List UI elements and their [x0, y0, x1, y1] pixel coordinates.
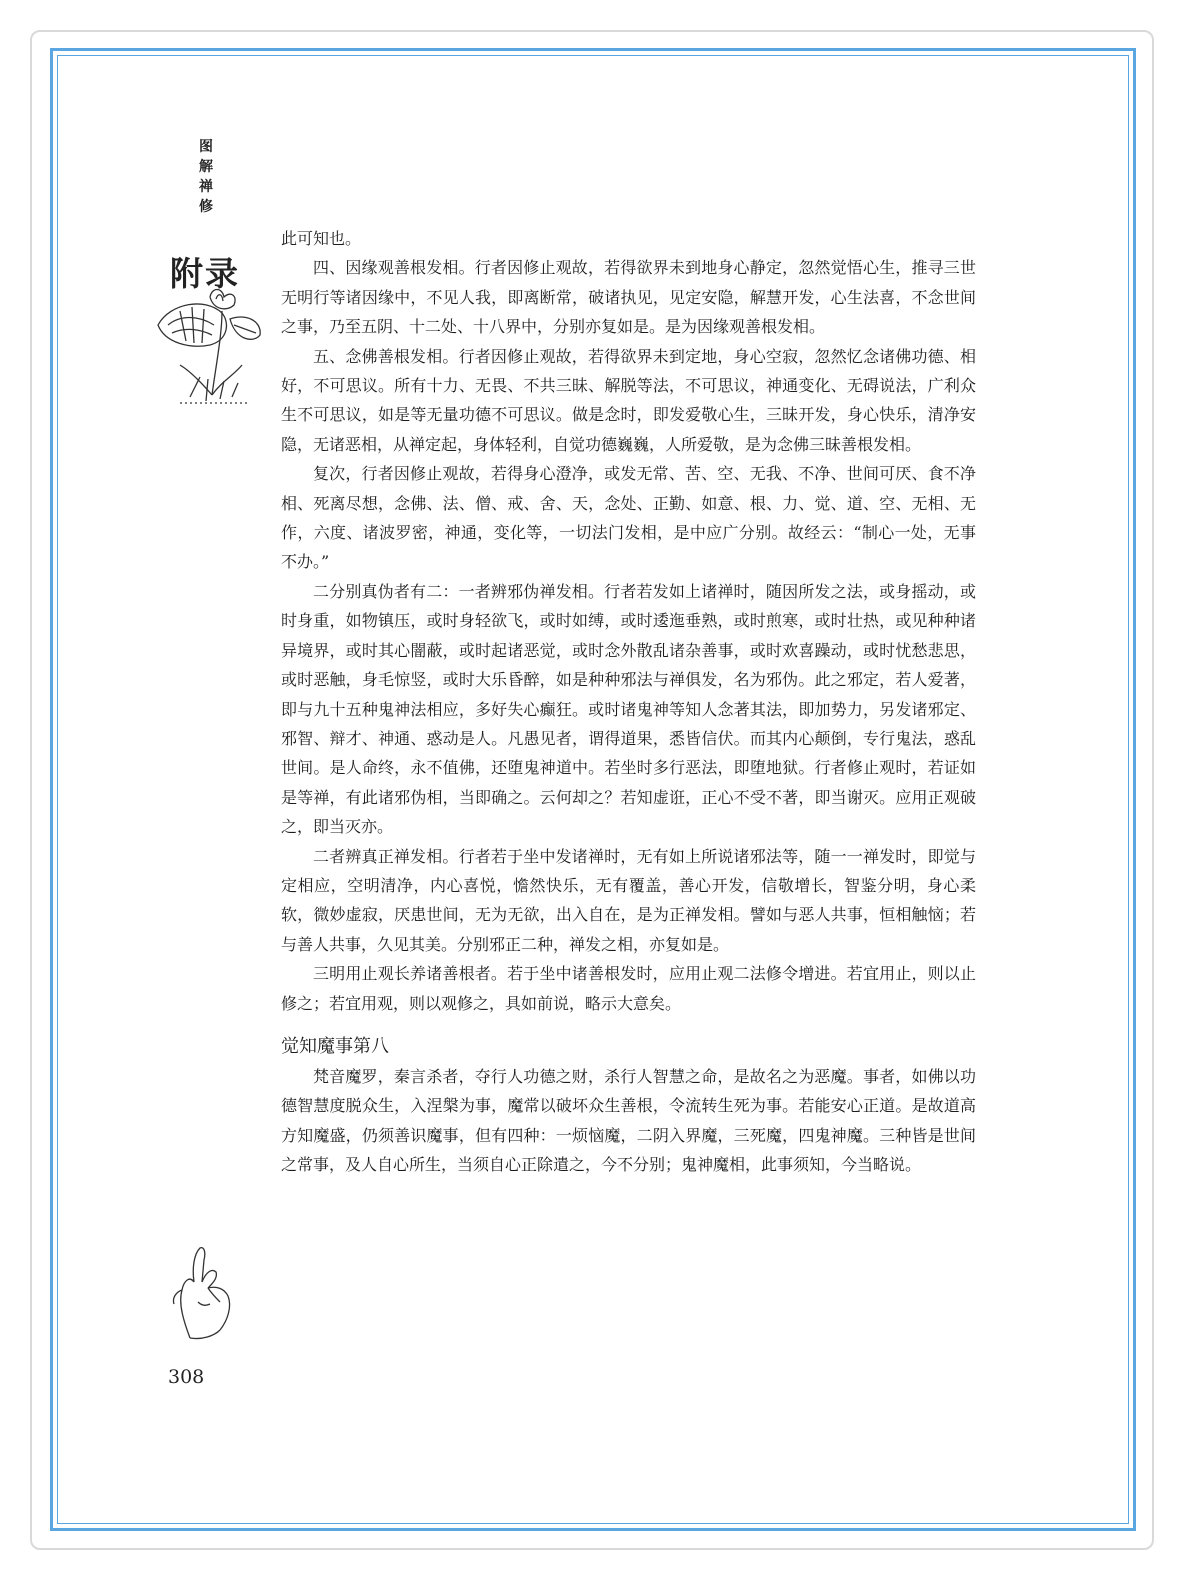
book-title-vertical — [197, 137, 215, 217]
book-title-char: 图 — [199, 139, 213, 155]
appendix-label: 附录 — [170, 254, 240, 293]
paragraph: 三明用止观长养诸善根者。若于坐中诸善根发时，应用止观二法修令增进。若宜用止，则以止修之；若宜用观，则以观修之，具如前说，略示大意矣。 — [281, 964, 976, 1013]
paragraph: 二分别真伪者有二：一者辨邪伪禅发相。行者若发如上诸禅时，随因所发之法，或身摇动，或时身重，如物镇压，或时身轻欲飞，或时如缚，或时逶迤垂熟，或时煎寒，或时壮热，或见种种诸异境界，或时其心闇蔽，或时起诸恶觉，或时念外散乱诸杂善事，或时欢喜躁动，或时忧愁悲思，或时恶触，身毛惊竖，或时大乐昏醉，如是种种邪法与禅俱发，名为邪伪。此之邪定，若人爱著，即与九十五种鬼神法相应，多好失心癫狂。或时诸鬼神等知人念著其法，即加势力，另发诸邪定、邪智、辩才、神通、惑动是人。凡愚见者，谓得道果，悉皆信伏。而其内心颠倒，专行鬼法，惑乱世间。是人命终，永不值佛，还堕鬼神道中。若坐时多行恶法，即堕地狱。行者修止观时，若证如是等禅，有此诸邪伪相，当即确之。云何却之？若知虚诳，正心不受不著，即当谢灭。应用正观破之，即当灭亦。 — [281, 581, 976, 837]
section-heading: 觉知魔事第八 — [281, 1035, 389, 1057]
lotus-icon — [150, 285, 268, 407]
page-number: 308 — [168, 1366, 205, 1388]
book-title-char: 解 — [199, 159, 213, 175]
body-text — [281, 224, 976, 1180]
paragraph: 四、因缘观善根发相。行者因修止观故，若得欲界未到地身心静定，忽然觉悟心生，推寻三世无明行等诸因缘中，不见人我，即离断常，破诸执见，见定安隐，解慧开发，心生法喜，不念世间之事，乃至五阴、十二处、十八界中，分别亦复如是。是为因缘观善根发相。 — [281, 258, 976, 337]
paragraph: 复次，行者因修止观故，若得身心澄净，或发无常、苦、空、无我、不净、世间可厌、食不净相、死离尽想，念佛、法、僧、戒、舍、天，念处、正勤、如意、根、力、觉、道、空、无相、无作，六度、诸波罗密，神通，变化等，一切法门发相，是中应广分别。故经云：“制心一处，无事不办。” — [281, 464, 976, 572]
book-title-char: 修 — [199, 199, 213, 215]
book-title-char: 禅 — [199, 179, 213, 195]
hand-mudra-icon — [168, 1242, 238, 1342]
paragraph: 二者辨真正禅发相。行者若于坐中发诸禅时，无有如上所说诸邪法等，随一一禅发时，即觉与定相应，空明清净，内心喜悦，憺然快乐，无有覆盖，善心开发，信敬增长，智鉴分明，身心柔软，微妙虚寂，厌患世间，无为无欲，出入自在，是为正禅发相。譬如与恶人共事，恒相触恼；若与善人共事，久见其美。分别邪正二种，禅发之相，亦复如是。 — [281, 846, 976, 954]
paragraph: 此可知也。 — [281, 229, 362, 248]
paragraph: 五、念佛善根发相。行者因修止观故，若得欲界未到定地，身心空寂，忽然忆念诸佛功德、相好，不可思议。所有十力、无畏、不共三昧、解脱等法，不可思议，神通变化、无碍说法，广利众生不可思议，如是等无量功德不可思议。做是念时，即发爱敬心生，三昧开发，身心快乐，清净安隐，无诸恶相，从禅定起，身体轻利，自觉功德巍巍，人所爱敬，是为念佛三昧善根发相。 — [281, 346, 976, 454]
section-paragraph: 梵音魔罗，秦言杀者，夺行人功德之财，杀行人智慧之命，是故名之为恶魔。事者，如佛以功德智慧度脱众生，入涅槃为事，魔常以破坏众生善根，令流转生死为事。若能安心正道。是故道高方知魔盛，仍须善识魔事，但有四种：一烦恼魔，二阴入界魔，三死魔，四鬼神魔。三种皆是世间之常事，及人自心所生，当须自心正除遣之，今不分别；鬼神魔相，此事须知，今当略说。 — [281, 1066, 976, 1175]
